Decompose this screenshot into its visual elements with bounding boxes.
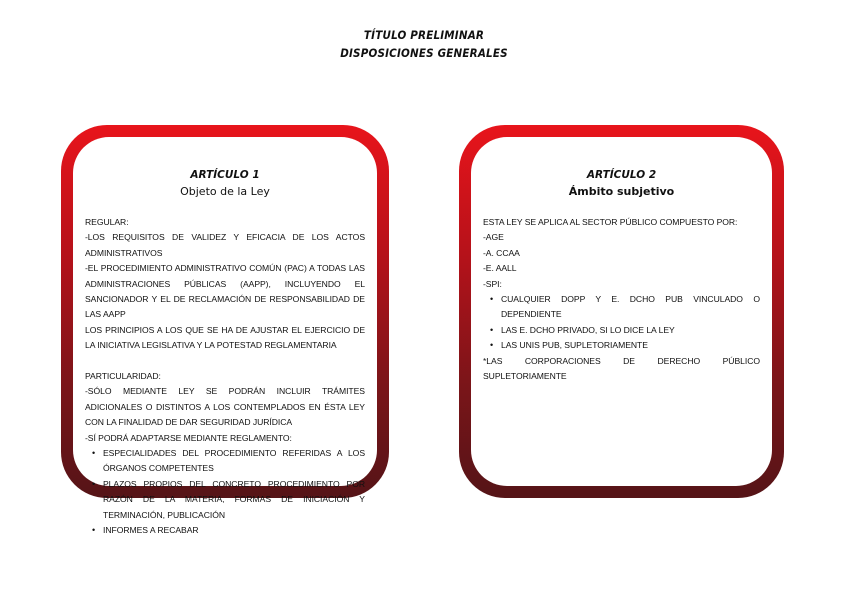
list-item: • LAS E. DCHO PRIVADO, SI LO DICE LA LEY — [501, 323, 760, 338]
list-item: • CUALQUIER DOPP Y E. DCHO PUB VINCULADO O DEPENDIENTE — [501, 292, 760, 323]
title-preliminar: TÍTULO PRELIMINAR — [363, 28, 485, 42]
article-2-card-body — [471, 137, 772, 486]
regular-line: LOS PRINCIPIOS A LOS QUE SE HA DE AJUSTAR EL EJERCICIO DE LA INICIATIVA LEGISLATIVA Y LA POTESTAD REGLAMENTARIA — [85, 324, 365, 351]
list-item: -SPI: — [483, 278, 502, 289]
regular-line: -LOS REQUISITOS DE VALIDEZ Y EFICACIA DE LOS ACTOS ADMINISTRATIVOS — [85, 232, 365, 258]
list-item: • LAS UNIS PUB, SUPLETORIAMENTE — [501, 338, 760, 353]
article-1-card-body — [73, 137, 377, 536]
footnote: *LAS CORPORACIONES DE DERECHO PÚBLICO SUPLETORIAMENTE — [483, 355, 760, 382]
intro-line: ESTA LEY SE APLICA AL SECTOR PÚBLICO COMPUESTO POR: — [483, 217, 738, 227]
regular-label: REGULAR: — [85, 217, 129, 227]
regular-line: -EL PROCEDIMIENTO ADMINISTRATIVO COMÚN (PAC) A TODAS LAS ADMINISTRACIONES PÚBLICAS (AAPP), INCLUYENDO EL SANCIONADOR Y EL DE RECLAMACIÓN DE RESPONSABILIDAD DE LAS AAPP — [85, 263, 365, 320]
list-item: • PLAZOS PROPIOS DEL CONCRETO PROCEDIMIENTO POR RAZÓN DE LA MATERIA, FORMAS DE INICIACIÓN Y TERMINACIÓN, PUBLICACIÓN — [103, 477, 365, 523]
article-1-subtitle: Objeto de la Ley — [180, 185, 270, 198]
particularidad-line: -SÍ PODRÁ ADAPTARSE MEDIANTE REGLAMENTO: — [85, 432, 292, 443]
list-item: -E. AALL — [483, 263, 517, 274]
spi-bullet-list — [483, 292, 760, 354]
list-item: -A. CCAA — [483, 247, 520, 258]
article-1-card — [61, 125, 389, 536]
particularidad-line: -SÓLO MEDIANTE LEY SE PODRÁN INCLUIR TRÁMITES ADICIONALES O DISTINTOS A LOS CONTEMPLADOS EN ÉSTA LEY CON LA FINALIDAD DE DAR SEGURIDAD JURÍDICA — [85, 386, 365, 428]
article-1-text — [85, 215, 365, 539]
article-1-title: ARTÍCULO 1 — [190, 169, 260, 181]
list-item: • INFORMES A RECABAR — [103, 523, 365, 538]
page-header — [0, 26, 848, 62]
article-2-title: ARTÍCULO 2 — [586, 169, 657, 181]
article-2-text — [483, 215, 760, 384]
article-2-card — [459, 125, 784, 498]
list-item: -AGE — [483, 232, 504, 243]
list-item: • ESPECIALIDADES DEL PROCEDIMIENTO REFERIDAS A LOS ÓRGANOS COMPETENTES — [103, 446, 365, 477]
disposiciones-generales: DISPOSICIONES GENERALES — [340, 46, 508, 60]
reglamento-bullet-list — [85, 446, 365, 538]
article-2-subtitle: Ámbito subjetivo — [568, 185, 675, 198]
particularidad-label: PARTICULARIDAD: — [85, 371, 161, 382]
